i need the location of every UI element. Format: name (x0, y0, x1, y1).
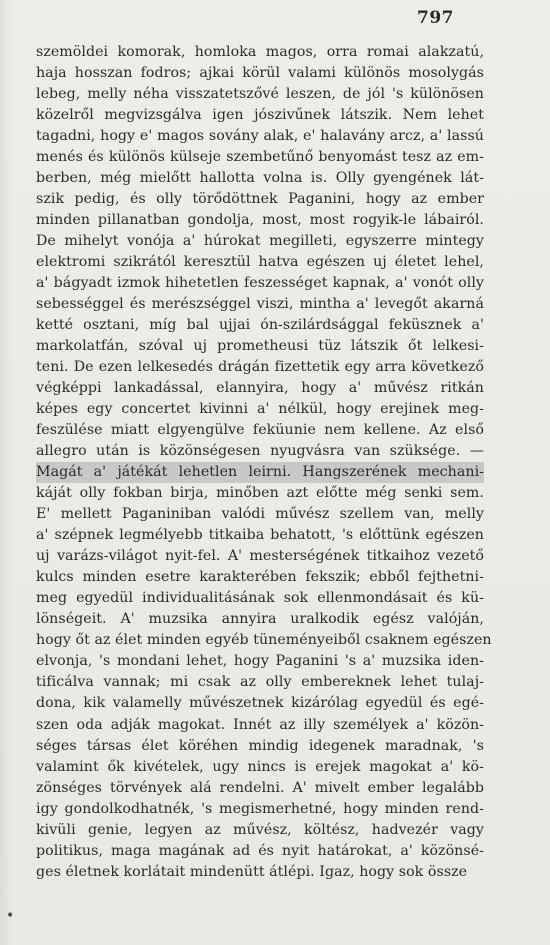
text-line: dona, kik valamelly művészetnek kizárólag egyedül és egé- (36, 695, 484, 712)
text-line: uj varázs-világot nyit-fel. A' mesterségének titkaihoz vezető (36, 548, 484, 565)
page-number: 797 (417, 8, 454, 28)
text-line: haja hosszan fodros; ajkai körül valami különös mosolygás (36, 65, 484, 82)
text-line: kivüli genie, legyen az művész, költész, hadvezér vagy (36, 821, 484, 838)
text-line: markolatfán, szóval uj prometheusi tüz látszik őt lelkesi- (36, 338, 484, 355)
text-line: a' bágyadt izmok hihetetlen feszességet kapnak, a' vonót olly (36, 275, 484, 292)
text-line: De mihelyt vonója a' húrokat megilleti, egyszerre mintegy (36, 233, 484, 250)
text-line: politikus, maga magának ad és nyit határokat, a' közönsé- (36, 842, 484, 859)
text-line: berben, még mielőtt hallotta volna is. Olly gyengének lát- (36, 170, 484, 187)
text-line: E' mellett Paganiniban valódi művész szellem van, melly (36, 506, 484, 523)
text-line: szen oda adják magokat. Innét az illy személyek a' közön- (36, 716, 484, 733)
text-line: séges társas élet köréhen mindig idegenek maradnak, 's (36, 737, 484, 754)
text-line: ketté osztani, míg bal ujjai ón-szilárdsággal feküsznek a' (36, 317, 484, 334)
text-line: kulcs minden esetre karakterében fekszik; ebből fejthetni- (36, 569, 484, 586)
text-line: valamint ők kivételek, ugy nincs is erejek magokat a' kö- (36, 758, 484, 775)
text-line: hogy őt az élet minden egyéb tüneményeiből csaknem egészen (36, 632, 492, 649)
text-line: közelről megvizsgálva igen jószivűnek látszik. Nem lehet (36, 107, 484, 124)
text-line: szik pedig, és olly törődöttnek Paganini, hogy az ember (36, 191, 484, 208)
text-line: képes egy concertet kivinni a' nélkül, hogy erejinek meg- (36, 401, 484, 418)
body-text (36, 42, 492, 883)
text-line: meg egyedül individualitásának sok ellenmondásait és kü- (36, 590, 484, 607)
text-line: a' szépnek legmélyebb titkaiba behatott, 's előttünk egészen (36, 527, 484, 544)
text-line: menés és különös külseje szembetűnő benyomást tesz az em- (36, 149, 484, 166)
text-line: zönséges törvények alá rendelni. A' mivelt ember legalább (36, 779, 484, 796)
text-line: teni. De ezen lelkesedés drágán fizettetik egy arra következő (36, 359, 484, 376)
text-line: ges életnek korlátait mindenütt átlépi. Igaz, hogy sok össze (36, 863, 468, 880)
text-line: feszülése miatt elgyengülve feküunie nem kellene. Az első (36, 422, 484, 439)
text-line: káját olly fokban birja, minőben azt előtte még senki sem. (36, 485, 484, 502)
text-line: lebeg, melly néha visszatetszővé leszen, de jól 's különösen (36, 86, 484, 103)
text-line: igy gondolkodhatnék, 's megismerhetné, hogy minden rend- (36, 800, 484, 817)
text-line: sebességgel és merészséggel viszi, mintha a' levegőt akarná (36, 296, 484, 313)
margin-mark: • (6, 908, 15, 924)
text-line: tificálva vannak; mi csak az olly embereknek lehet tulaj- (36, 674, 484, 691)
text-line: elvonja, 's mondani lehet, hogy Paganini 's a' muzsika iden- (36, 653, 484, 670)
text-line: tagadni, hogy e' magos sovány alak, e' halavány arcz, a' lassú (36, 128, 484, 145)
highlighted-text-line: Magát a' játékát lehetlen leirni. Hangszerének mechani- (36, 462, 484, 483)
text-line: minden pillanatban gondolja, most, most rogyik-le lábairól. (36, 212, 484, 229)
text-line: lönségeit. A' muzsika annyira uralkodik egész valóján, (36, 611, 484, 628)
text-line: allegro után is közönségesen nyugvásra van szüksége. — (36, 443, 484, 460)
text-line: szemöldei komorak, homloka magos, orra romai alakzatú, (36, 44, 484, 60)
text-line: végképpi lankadással, elannyira, hogy a' művész ritkán (36, 380, 484, 397)
text-line: elektromi szikrától keresztül hatva egészen uj életet lehel, (36, 254, 484, 271)
